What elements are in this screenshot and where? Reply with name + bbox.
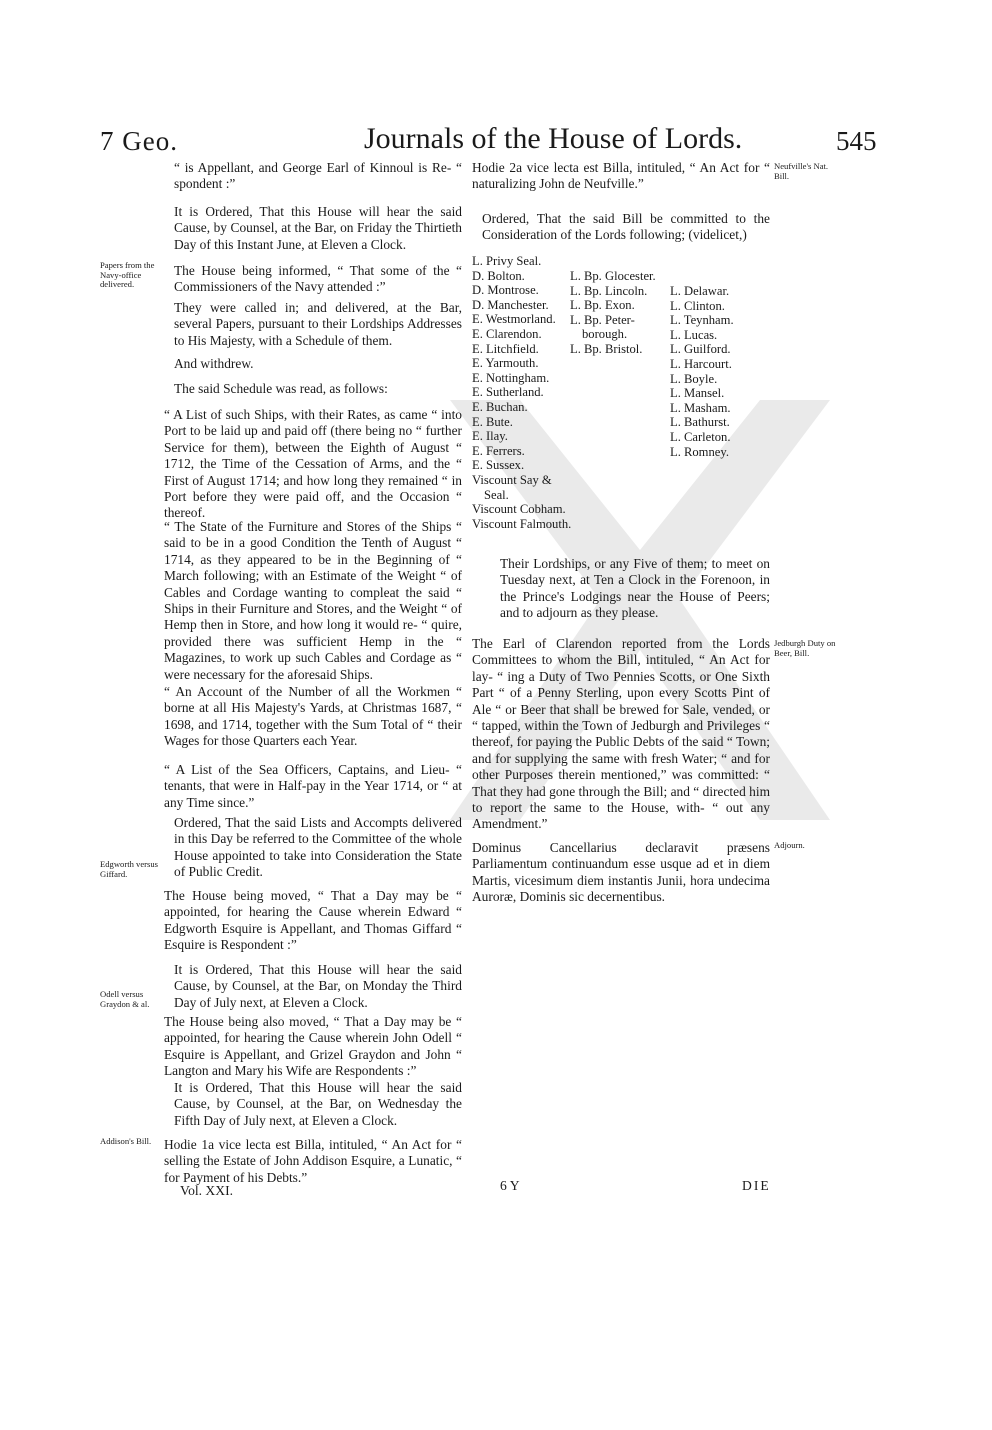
right-adjourn: Dominus Cancellarius declaravit præsens Parliamentum continuandum esse usque ad et in diem Martis, vicesimum diem instantis Junii, hora undecima Auroræ, Dominis sic decernentibus.	[472, 840, 770, 905]
margin-note-addison: Addison's Bill.	[100, 1136, 152, 1146]
left-para-12: The House being moved, “ That a Day may be “ appointed, for hearing the Cause wherein Edward “ Edgworth Esquire is Appellant, and Thomas Giffard “ Esquire is Respondent :”	[164, 888, 462, 953]
page-number: 545	[836, 126, 877, 156]
left-para-9: “ An Account of the Number of all the Workmen “ borne at all His Majesty's Yards, at Christmas 1687, “ 1698, and 1714, together with the Sum Total of “ their Wages for those Quarters each Year.	[164, 684, 462, 749]
lord-item: E. Ferrers.	[472, 443, 525, 458]
left-para-4: They were called in; and delivered, at the Bar, several Papers, pursuant to their Lordships Addresses to His Majesty, with a Schedule of them.	[174, 300, 462, 348]
lord-item: L. Bp. Glocester.	[570, 269, 656, 283]
left-para-7: “ A List of such Ships, with their Rates, as came “ into Port to be laid up and paid off (there being no “ further Service for them), between the Eighth of August “ 1712, the Time of the Cessation of Arms, and the “ First of August 1714; and how long they remained “ in Port before they were paid off, and the Occasion “ thereof.	[164, 407, 462, 521]
lord-item: L. Bathurst.	[670, 415, 730, 430]
left-para-1: “ is Appellant, and George Earl of Kinnoul is Re- “ spondent :”	[174, 160, 462, 192]
lord-item: L. Teynham.	[670, 313, 734, 328]
lord-item: Viscount Falmouth.	[472, 516, 572, 531]
lords-list-col2	[570, 269, 666, 357]
lord-item: Viscount Say &	[472, 472, 552, 487]
lord-item: E. Sutherland.	[472, 385, 544, 400]
catchword: DIE	[742, 1178, 771, 1193]
left-para-5: And withdrew.	[174, 356, 254, 371]
lord-item: E. Clarendon.	[472, 326, 542, 341]
lord-item: L. Carleton.	[670, 429, 731, 444]
lord-item: D. Manchester.	[472, 297, 549, 312]
left-para-8: “ The State of the Furniture and Stores of the Ships “ said to be in a good Condition the Tenth of August “ 1714, as they appeared to be in the Beginning of “ March following; with an Estimate of the Weight “ of Cables and Cordage wanting to compleat the said “ Ships in their Furniture and Stores, and the Weight “ of Hemp then in Store, and how long it would re- “ quire, provided there was sufficient Hemp in the “ Magazines, to work up such Cables and Cordage as “ were necessary for the aforesaid Ships.	[164, 519, 462, 682]
lord-item: L. Delawar.	[670, 284, 730, 298]
left-para-15: It is Ordered, That this House will hear the said Cause, by Counsel, at the Bar, on Wednesday the Fifth Day of July next, at Eleven a Clock.	[174, 1080, 462, 1128]
right-ordered: Ordered, That the said Bill be committed to the Consideration of the Lords following; (videlicet,)	[482, 211, 770, 243]
running-head-left: 7 Geo.	[100, 126, 178, 156]
lord-item: L. Bp. Peter-	[570, 312, 635, 327]
left-para-6: The said Schedule was read, as follows:	[174, 381, 388, 396]
margin-note-edgworth: Edgworth versus Giffard.	[100, 859, 158, 879]
lord-item: L. Privy Seal.	[472, 254, 542, 268]
right-meeting: Their Lordships, or any Five of them; to meet on Tuesday next, at Ten a Clock in the Forenoon, in the Prince's Lodgings near the House of Peers; and to adjourn as they please.	[500, 556, 770, 621]
lord-item: L. Masham.	[670, 400, 731, 415]
signature-mark: 6 Y	[500, 1178, 520, 1193]
left-para-11: Ordered, That the said Lists and Accompts delivered in this Day be referred to the Committee of the whole House appointed to take into Consideration the State of Public Credit.	[174, 815, 462, 880]
lords-list-col3	[670, 284, 766, 459]
volume-label: Vol. XXI.	[180, 1183, 233, 1198]
lord-item: L. Guilford.	[670, 342, 731, 357]
margin-note-odell: Odell versus Graydon & al.	[100, 989, 150, 1009]
lord-item: E. Buchan.	[472, 399, 528, 414]
lord-item: E. Sussex.	[472, 458, 525, 473]
left-para-14: The House being also moved, “ That a Day may be “ appointed, for hearing the Cause wherein John Odell “ Esquire is Appellant, and Grizel Graydon and John “ Langton and Mary his Wife are Respondents :”	[164, 1014, 462, 1079]
lords-list-col1	[472, 254, 570, 531]
lord-item: E. Westmorland.	[472, 312, 556, 327]
lord-item: L. Bp. Bristol.	[570, 341, 643, 356]
lord-item: D. Montrose.	[472, 283, 539, 298]
lord-item: Viscount Cobham.	[472, 502, 566, 517]
lord-item: borough.	[582, 327, 628, 342]
left-para-16: Hodie 1a vice lecta est Billa, intituled, “ An Act for “ selling the Estate of John Addison Esquire, a Lunatic, “ for Payment of his Debts.”	[164, 1137, 462, 1185]
margin-note-jedburgh: Jedburgh Duty on Beer, Bill.	[774, 638, 836, 658]
lord-item: L. Bp. Exon.	[570, 298, 635, 313]
right-report: The Earl of Clarendon reported from the Lords Committees to whom the Bill, intituled, “ An Act for lay- “ ing a Duty of Two Pennies Scotts, or One Sixth Part “ of a Penny Sterling, upon every Scotts Pint of Ale “ or Beer that shall be brewed for Sale, vended, or “ tapped, within the Town of Jedburgh and Privileges “ thereof, for paying the Public Debts of the said “ Town; and for supplying the same with fresh Water; “ and for other Purposes therein mentioned,” was committed: “ That they had gone through the Bill; and “ directed him to report the same to the House, with- “ out any Amendment.”	[472, 636, 770, 832]
lord-item: E. Bute.	[472, 414, 513, 429]
left-para-13: It is Ordered, That this House will hear the said Cause, by Counsel, at the Bar, on Monday the Third Day of July next, at Eleven a Clock.	[174, 962, 462, 1010]
lord-item: E. Litchfield.	[472, 341, 539, 356]
lord-item: E. Ilay.	[472, 429, 508, 444]
lord-item: D. Bolton.	[472, 268, 525, 283]
lord-item: L. Romney.	[670, 444, 729, 459]
lord-item: L. Harcourt.	[670, 356, 732, 371]
lord-item: Seal.	[484, 487, 509, 502]
page-title: Journals of the House of Lords.	[364, 122, 743, 155]
lord-item: E. Yarmouth.	[472, 356, 539, 371]
left-para-2: It is Ordered, That this House will hear the said Cause, by Counsel, at the Bar, on Friday the Thirtieth Day of this Instant June, at Eleven a Clock.	[174, 204, 462, 252]
right-intro: Hodie 2a vice lecta est Billa, intituled, “ An Act for “ naturalizing John de Neufville.”	[472, 160, 770, 192]
margin-note-adjourn: Adjourn.	[774, 840, 805, 850]
lord-item: L. Lucas.	[670, 327, 718, 342]
lord-item: L. Boyle.	[670, 371, 718, 386]
lord-item: L. Clinton.	[670, 298, 725, 313]
lord-item: E. Nottingham.	[472, 370, 550, 385]
left-para-10: “ A List of the Sea Officers, Captains, and Lieu- “ tenants, that were in Half-pay in the Year 1714, or “ at any Time since.”	[164, 762, 462, 810]
lord-item: L. Mansel.	[670, 386, 725, 401]
margin-note-neufville: Neufville's Nat. Bill.	[774, 161, 829, 181]
margin-note-navy-papers: Papers from the Navy-office delivered.	[100, 260, 155, 290]
lord-item: L. Bp. Lincoln.	[570, 283, 648, 298]
left-para-3: The House being informed, “ That some of the “ Commissioners of the Navy attended :”	[174, 263, 462, 295]
